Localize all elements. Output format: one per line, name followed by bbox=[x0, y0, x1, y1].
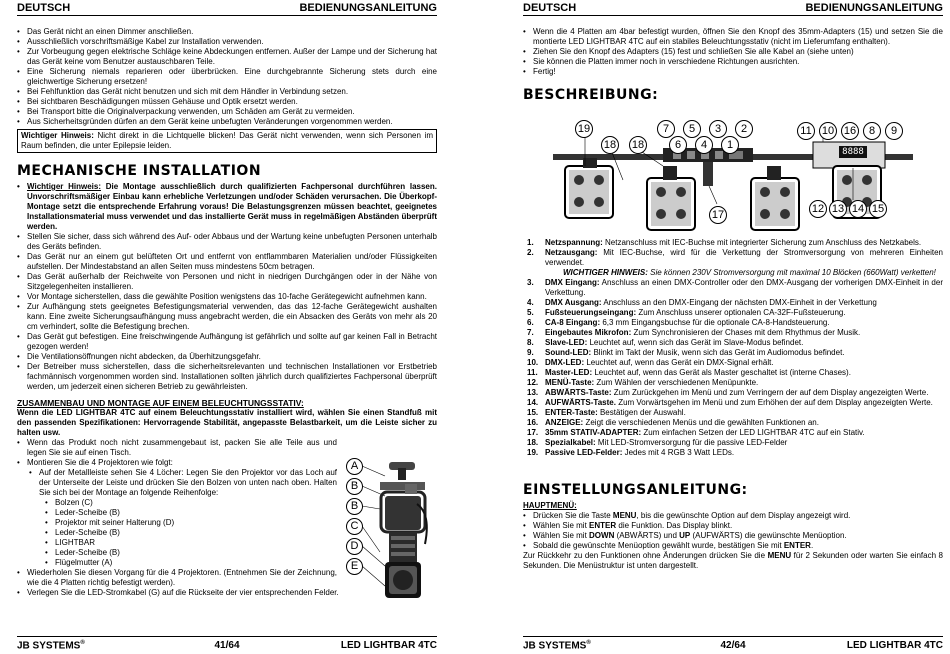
item-text: Anschluss an einen DMX-Controller oder den DMX-Ausgang der vorherigen DMX-Einheit in der Verkettung. bbox=[545, 278, 943, 297]
page-number: 41/64 bbox=[214, 640, 240, 651]
item-label: Netzausgang: bbox=[545, 248, 598, 257]
callout-1: 1 bbox=[721, 136, 739, 154]
page-header bbox=[17, 2, 437, 14]
list-item: • Wenn das Produkt noch nicht zusammengebaut ist, packen Sie alle Teile aus und legen Sie sie auf einen Tisch. bbox=[17, 438, 337, 458]
item-number: 11. bbox=[527, 368, 538, 377]
footer-brand-name: JB SYSTEMS bbox=[17, 640, 81, 652]
list-item bbox=[523, 511, 943, 521]
item-label: ANZEIGE: bbox=[545, 418, 584, 427]
list-item: • Eine Sicherung niemals reparieren oder überbrücken. Eine durchgebrannte Sicherung stets durch eine gleichwertige Sicherung ersetzen! bbox=[17, 67, 437, 87]
list-item: • Ziehen Sie den Knopf des Adapters (15) fest und schließen Sie alle Kabel an (siehe unten) bbox=[523, 47, 943, 57]
list-item: • Das Gerät außerhalb der Reichweite von Personen und nicht in niedrigen Durchgängen oder in der Nähe von Sitzgelegenheiten installieren. bbox=[17, 272, 437, 292]
stand-sublist bbox=[17, 468, 337, 498]
callout-3: 3 bbox=[709, 120, 727, 138]
callout-18: 18 bbox=[629, 136, 647, 154]
callout-13: 13 bbox=[829, 200, 847, 218]
item-number: 17. bbox=[527, 428, 539, 437]
label-e: E bbox=[346, 558, 363, 575]
right-body bbox=[523, 27, 943, 106]
callout-10: 10 bbox=[819, 122, 837, 140]
label-b: B bbox=[346, 498, 363, 515]
list-item bbox=[523, 418, 943, 428]
item-label: MENÜ-Taste: bbox=[545, 378, 595, 387]
list-item: • Das Gerät nur an einem gut belüfteten Ort und entfernt von entflammbaren Materialien und/oder Flüssigkeiten aufstellen. Der Mindestabstand an allen Seiten muss mindestens 50cm betragen. bbox=[17, 252, 437, 272]
list-item bbox=[523, 368, 943, 378]
section-title-settings: EINSTELLUNGSANLEITUNG: bbox=[523, 482, 748, 498]
text: Wählen Sie mit bbox=[533, 521, 590, 530]
item-text: Mit IEC-Buchse, wird für die Verkettung der Stromversorgung von mehreren Einheiten verwendet. bbox=[545, 248, 943, 267]
list-item bbox=[523, 378, 943, 388]
item-number: 9. bbox=[527, 348, 534, 357]
item-text: Bestätigen der Auswahl. bbox=[597, 408, 686, 417]
footer-product: LED LIGHTBAR 4TC bbox=[846, 640, 943, 651]
text: für 2 Sekunden oder warten Sie einfach 8 Sekunden. Die Menüstruktur ist unten dargestellt. bbox=[523, 551, 944, 570]
text: (AUFWÄRTS) die gewünschte Menüoption. bbox=[690, 531, 847, 540]
list-item: • Bei sichtbaren Beschädigungen müssen Gehäuse und Optik ersetzt werden. bbox=[17, 97, 437, 107]
list-item bbox=[523, 448, 943, 458]
item-text: Zum einfachen Setzen der LED LIGHTBAR 4TC auf ein Stativ. bbox=[641, 428, 865, 437]
return-paragraph bbox=[523, 551, 943, 571]
warning-box bbox=[17, 129, 437, 153]
callout-19: 19 bbox=[575, 120, 593, 138]
text: , bis die gewünschte Option auf dem Display angezeigt wird. bbox=[636, 511, 851, 520]
list-item bbox=[523, 248, 943, 268]
list-item bbox=[523, 328, 943, 338]
item-number: 6. bbox=[527, 318, 534, 327]
list-item bbox=[523, 541, 943, 551]
item-number: 18. bbox=[527, 438, 539, 447]
header-rule bbox=[523, 15, 943, 16]
list-item: • Stellen Sie sicher, dass sich während des Auf- oder Abbaus und der Wartung keine unbefugten Personen unterhalb des Geräts befinden. bbox=[17, 232, 437, 252]
item-number: 12. bbox=[527, 378, 539, 387]
stand-steps bbox=[17, 438, 337, 588]
page-footer bbox=[17, 640, 437, 652]
page-42 bbox=[523, 0, 943, 654]
section-title-description: BESCHREIBUNG: bbox=[523, 87, 659, 103]
feature-section bbox=[523, 238, 943, 571]
stand-list bbox=[17, 438, 337, 468]
text: Drücken Sie die Taste bbox=[533, 511, 613, 520]
main-menu-heading: HAUPTMENÜ: bbox=[523, 501, 577, 510]
key-name: MENU bbox=[612, 511, 637, 520]
stand-list-continued bbox=[523, 27, 943, 77]
callout-14: 14 bbox=[849, 200, 867, 218]
page-footer bbox=[523, 640, 943, 652]
part-item: • Bolzen (C) bbox=[45, 498, 337, 508]
callout-11: 11 bbox=[797, 122, 815, 140]
list-item: • Bei Transport bitte die Originalverpackung verwenden, um Schäden am Gerät zu vermeiden. bbox=[17, 107, 437, 117]
display-readout: 8888 bbox=[842, 147, 864, 157]
list-item: • Vor Montage sicherstellen, dass die gewählte Position wenigstens das 10-fache Gerätegewicht aufnehmen kann. bbox=[17, 292, 437, 302]
item-number: 16. bbox=[527, 418, 539, 427]
item-text: 6,3 mm Eingangsbuchse für die optionale CA-8-Handsteuerung. bbox=[600, 318, 830, 327]
stand-list-end bbox=[17, 568, 337, 588]
item-number: 1. bbox=[527, 238, 534, 247]
item-label: ENTER-Taste: bbox=[545, 408, 598, 417]
callout-15: 15 bbox=[869, 200, 887, 218]
footer-product: LED LIGHTBAR 4TC bbox=[340, 640, 437, 651]
note-text: Sie können 230V Stromversorgung mit maximal 10 Blöcken (660Watt) verketten! bbox=[647, 268, 936, 277]
item-number: 7. bbox=[527, 328, 534, 337]
important-text: Die Montage ausschließlich durch qualifizierten Fachpersonal durchführen lassen. Unvorschriftsmäßiger Einbau kann erhebliche Verletzungen und/oder Schäden verursachen. Die Überkopf-Montage setzt die entsprechende Erfahrung voraus! Die Belastungsgrenzen müssen beachtet, geeignetes Installationsmaterial muss verwendet und das installierte Gerät muss in regelmäßigen Abständen überprüft werden. bbox=[27, 182, 437, 231]
item-number: 5. bbox=[527, 308, 534, 317]
item-label: Passive LED-Felder: bbox=[545, 448, 623, 457]
callout-12: 12 bbox=[809, 200, 827, 218]
callout-18: 18 bbox=[601, 136, 619, 154]
item-text: Leuchtet auf, wenn das Gerät als Master geschaltet ist (interne Chases). bbox=[592, 368, 851, 377]
list-item bbox=[523, 238, 943, 248]
callout-7: 7 bbox=[657, 120, 675, 138]
item-text: Mit LED-Stromversorgung für die passive LED-Felder bbox=[595, 438, 788, 447]
important-note bbox=[523, 268, 943, 278]
label-c: C bbox=[346, 518, 363, 535]
item-label: Eingebautes Mikrofon: bbox=[545, 328, 632, 337]
note-label: WICHTIGER HINWEIS: bbox=[563, 268, 648, 277]
warning-label: Wichtiger Hinweis: bbox=[21, 131, 94, 140]
list-item: • Zur Vorbeugung gegen elektrische Schläge keine Abdeckungen entfernen. Außer der Lampe und der Sicherung hat das Gerät keine vom Benutzer austauschbaren Teile. bbox=[17, 47, 437, 67]
list-item: • Zur Aufhängung stets geeignetes Befestigungsmaterial verwenden, das das 12-fache Gerätegewicht aushalten kann. Eine zweite Sicherungsaufhängung muss angebracht werden, die ein Absacken des Geräts von mehr als 20 cm verhindert, sollte die Befestigung brechen. bbox=[17, 302, 437, 332]
item-text: Leuchtet auf, wenn sich das Gerät im Slave-Modus befindet. bbox=[587, 338, 804, 347]
callout-6: 6 bbox=[669, 136, 687, 154]
item-label: AUFWÄRTS-Taste. bbox=[545, 398, 616, 407]
item-number: 8. bbox=[527, 338, 534, 347]
list-item bbox=[523, 298, 943, 308]
item-label: CA-8 Eingang: bbox=[545, 318, 601, 327]
list-item: • Sie können die Platten immer noch in verschiedene Richtungen ausrichten. bbox=[523, 57, 943, 67]
header-language: DEUTSCH bbox=[523, 2, 577, 14]
list-item bbox=[523, 338, 943, 348]
item-label: ABWÄRTS-Taste: bbox=[545, 388, 612, 397]
list-item: • Verlegen Sie die LED-Stromkabel (G) auf die Rückseite der vier entsprechenden Felder. bbox=[17, 588, 437, 598]
callout-8: 8 bbox=[863, 122, 881, 140]
page-number: 42/64 bbox=[720, 640, 746, 651]
list-item bbox=[523, 278, 943, 298]
key-name: DOWN bbox=[589, 531, 615, 540]
item-label: Fußsteuerungseingang: bbox=[545, 308, 637, 317]
key-name: ENTER bbox=[589, 521, 617, 530]
item-label: DMX Ausgang: bbox=[545, 298, 602, 307]
item-text: Zum Zurückgehen im Menü und zum Verringern der auf dem Display angezeigten Werte. bbox=[611, 388, 929, 397]
item-number: 14. bbox=[527, 398, 539, 407]
item-number: 13. bbox=[527, 388, 539, 397]
callout-17: 17 bbox=[709, 206, 727, 224]
list-item: • Auf der Metallleiste sehen Sie 4 Löcher: Legen Sie den Projektor vor das Loch auf der Unterseite der Leiste und drücken Sie den Bolzen von unten nach oben. Halten Sie sich bei der Montage an folgende Reihenfolge: bbox=[29, 468, 337, 498]
list-item: • Wenn die 4 Platten am 4bar befestigt wurden, öffnen Sie den Knopf des 35mm-Adapters (15) und setzen Sie die montierte LED LIGHTBAR 4TC auf ein stabiles Beleuchtungsstativ (nicht im Lieferumfang enthalten). bbox=[523, 27, 943, 47]
label-d: D bbox=[346, 538, 363, 555]
parts-list bbox=[17, 498, 337, 568]
callout-2: 2 bbox=[735, 120, 753, 138]
list-item: • Montieren Sie die 4 Projektoren wie folgt: bbox=[17, 458, 337, 468]
footer-rule bbox=[523, 636, 943, 637]
item-label: Netzspannung: bbox=[545, 238, 603, 247]
header-title: BEDIENUNGSANLEITUNG bbox=[805, 2, 943, 14]
text: (ABWÄRTS) und bbox=[614, 531, 680, 540]
list-item bbox=[523, 358, 943, 368]
page-41 bbox=[17, 0, 437, 654]
section-title-stand: ZUSAMMENBAU UND MONTAGE AUF EINEM BELEUCHTUNGSSTATIV: bbox=[17, 398, 304, 408]
text: Sobald die gewünschte Menüoption gewählt wurde, bestätigen Sie mit bbox=[533, 541, 784, 550]
header-language: DEUTSCH bbox=[17, 2, 71, 14]
list-item bbox=[523, 531, 943, 541]
item-number: 10. bbox=[527, 358, 539, 367]
item-text: Leuchtet auf, wenn das Gerät ein DMX-Signal erhält. bbox=[584, 358, 774, 367]
assembly-diagram bbox=[345, 454, 435, 614]
list-item bbox=[523, 318, 943, 328]
item-label: Slave-LED: bbox=[545, 338, 588, 347]
part-item: • LIGHTBAR bbox=[45, 538, 337, 548]
list-item: • Der Betreiber muss sicherstellen, dass die sicherheitsrelevanten und technischen Installationen vor Erstbetrieb fachmännisch vorgenommen worden sind. Installationen sollten jährlich durch qualifiziertes Fachpersonal überprüft werden, um jederzeit einen sicheren Betrieb zu gewährleisten. bbox=[17, 362, 437, 392]
list-item bbox=[17, 182, 437, 232]
item-number: 19. bbox=[527, 448, 539, 457]
safety-list bbox=[17, 27, 437, 127]
item-number: 4. bbox=[527, 298, 534, 307]
list-item: • Aus Sicherheitsgründen dürfen an dem Gerät keine unbefugten Veränderungen vorgenommen werden. bbox=[17, 117, 437, 127]
registered-mark: ® bbox=[586, 640, 591, 646]
label-b: B bbox=[346, 478, 363, 495]
part-item: • Leder-Scheibe (B) bbox=[45, 528, 337, 538]
text: . bbox=[810, 541, 814, 550]
callout-9: 9 bbox=[885, 122, 903, 140]
callout-16: 16 bbox=[841, 122, 859, 140]
list-item bbox=[523, 428, 943, 438]
key-name: UP bbox=[679, 531, 691, 540]
list-item bbox=[523, 308, 943, 318]
important-label: Wichtiger Hinweis: bbox=[27, 182, 101, 191]
item-label: Spezialkabel: bbox=[545, 438, 596, 447]
warning-text: Nicht direkt in die Lichtquelle blicken! Das Gerät nicht verwenden, wenn sich Personen im Raum befinden, die unter Epilepsie leiden. bbox=[21, 131, 434, 150]
list-item: • Das Gerät gut befestigen. Eine freischwingende Aufhängung ist gefährlich und sollte auf gar keinen Fall in Betracht gezogen werden! bbox=[17, 332, 437, 352]
section-title-mechanical: MECHANISCHE INSTALLATION bbox=[17, 163, 262, 179]
feature-list bbox=[523, 238, 943, 458]
footer-rule bbox=[17, 636, 437, 637]
stand-intro: Wenn die LED LIGHTBAR 4TC auf einem Beleuchtungsstativ installiert wird, wählen Sie einen Standfuß mit den passenden Spezifikationen: Hervorragende Stabilität, angepasste Belastbarkeit, um die Leiste sicher zu halten usw. bbox=[17, 408, 437, 437]
key-name: MENU bbox=[767, 551, 792, 560]
list-item bbox=[523, 408, 943, 418]
footer-brand-name: JB SYSTEMS bbox=[523, 640, 587, 652]
list-item: • Das Gerät nicht an einen Dimmer anschließen. bbox=[17, 27, 437, 37]
list-item: • Bei Fehlfunktion das Gerät nicht benutzen und sich mit dem Händler in Verbindung setzen. bbox=[17, 87, 437, 97]
item-label: DMX-LED: bbox=[545, 358, 585, 367]
list-item: • Wiederholen Sie diesen Vorgang für die 4 Projektoren. (Entnehmen Sie der Zeichnung, wie die 4 Platten richtig befestigt werden). bbox=[17, 568, 337, 588]
item-number: 15. bbox=[527, 408, 539, 417]
item-text: Zum Synchronisieren der Chases mit dem Rhythmus der Musik. bbox=[631, 328, 861, 337]
item-label: Sound-LED: bbox=[545, 348, 592, 357]
list-item bbox=[523, 438, 943, 448]
list-item bbox=[523, 388, 943, 398]
list-item bbox=[523, 521, 943, 531]
item-number: 3. bbox=[527, 278, 534, 287]
mechanical-list bbox=[17, 182, 437, 392]
item-text: Zum Anschluss unserer optionalen CA-32F-Fußsteuerung. bbox=[636, 308, 846, 317]
item-label: Master-LED: bbox=[545, 368, 593, 377]
item-text: Anschluss an den DMX-Eingang der nächsten DMX-Einheit in der Verkettung bbox=[601, 298, 877, 307]
part-item: • Leder-Scheibe (B) bbox=[45, 548, 337, 558]
text: die Funktion. Das Display blinkt. bbox=[616, 521, 733, 530]
list-item bbox=[523, 398, 943, 408]
header-rule bbox=[17, 15, 437, 16]
product-diagram bbox=[523, 120, 943, 232]
part-item: • Projektor mit seiner Halterung (D) bbox=[45, 518, 337, 528]
list-item bbox=[523, 348, 943, 358]
item-text: Zeigt die verschiedenen Menüs und die gewählten Funktionen an. bbox=[583, 418, 819, 427]
item-text: Netzanschluss mit IEC-Buchse mit integrierter Sicherung zum Anschluss des Netzkabels. bbox=[602, 238, 922, 247]
page-header bbox=[523, 2, 943, 14]
item-text: Zum Vorwärtsgehen im Menü und zum Erhöhen der auf dem Display angezeigten Werte. bbox=[615, 398, 933, 407]
text: Wählen Sie mit bbox=[533, 531, 590, 540]
header-title: BEDIENUNGSANLEITUNG bbox=[299, 2, 437, 14]
key-name: ENTER bbox=[783, 541, 811, 550]
item-text: Blinkt im Takt der Musik, wenn sich das Gerät im Audiomodus befindet. bbox=[591, 348, 845, 357]
part-item: • Leder-Scheibe (B) bbox=[45, 508, 337, 518]
menu-list bbox=[523, 511, 943, 551]
list-item: • Die Ventilationsöffnungen nicht abdecken, da Überhitzungsgefahr. bbox=[17, 352, 437, 362]
registered-mark: ® bbox=[80, 640, 85, 646]
item-text: Zum Wählen der verschiedenen Menüpunkte. bbox=[594, 378, 759, 387]
list-item: • Ausschließlich vorschriftsmäßige Kabel zur Installation verwenden. bbox=[17, 37, 437, 47]
callout-5: 5 bbox=[683, 120, 701, 138]
item-label: 35mm STATIV-ADAPTER: bbox=[545, 428, 642, 437]
item-number: 2. bbox=[527, 248, 534, 257]
label-a: A bbox=[346, 458, 363, 475]
item-text: Jedes mit 4 RGB 3 Watt LEDs. bbox=[622, 448, 735, 457]
text: Zur Rückkehr zu den Funktionen ohne Änderungen drücken Sie die bbox=[523, 551, 768, 560]
callout-4: 4 bbox=[695, 136, 713, 154]
list-item: • Fertig! bbox=[523, 67, 943, 77]
item-label: DMX Eingang: bbox=[545, 278, 600, 287]
part-item: • Flügelmutter (A) bbox=[45, 558, 337, 568]
